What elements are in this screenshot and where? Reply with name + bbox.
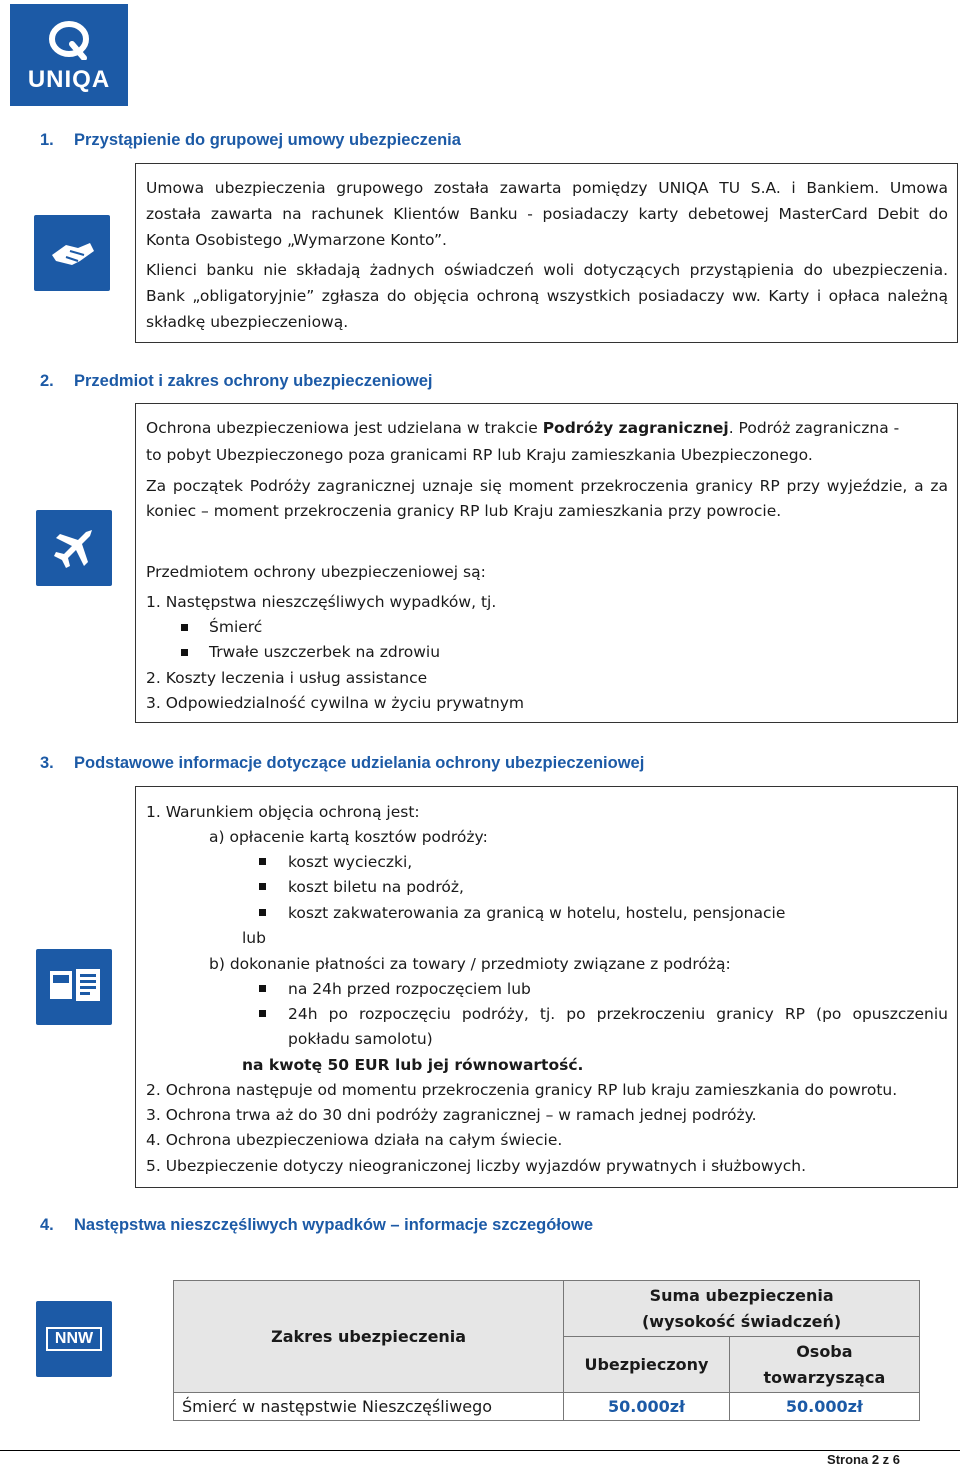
page-number: Strona 2 z 6 [827, 1452, 900, 1467]
header-companion [729, 1337, 919, 1393]
section-number: 3. [40, 754, 54, 772]
text-line: Klienci banku nie składają żadnych oświadczeń woli dotyczących przystąpienia do ubezpieczenia. [146, 261, 948, 279]
uniqa-logo-mark-icon [48, 18, 90, 60]
row-insured-value: 50.000zł [564, 1393, 730, 1421]
bullet-icon [259, 883, 266, 890]
list-item: 1. Warunkiem objęcia ochroną jest: [146, 803, 420, 821]
section-3-heading [40, 754, 940, 776]
header-sum-line: (wysokość świadczeń) [641, 1311, 842, 1331]
list-item: 2. Koszty leczenia i usług assistance [146, 669, 428, 687]
footer-rule [0, 1450, 960, 1451]
nnw-icon [36, 1301, 112, 1377]
section-number: 2. [40, 372, 54, 390]
bullet-icon [259, 858, 266, 865]
list-item: na 24h przed rozpoczęciem lub [288, 980, 531, 998]
table-row [174, 1393, 920, 1421]
text-line: została zawarta na rachunek Klientów Banku - posiadaczy karty debetowej MasterCard Debit do [146, 205, 948, 223]
header-companion-line: Osoba [796, 1341, 853, 1361]
section-1-heading [40, 131, 920, 153]
text-line: Umowa ubezpieczenia grupowego została zawarta pomiędzy UNIQA TU S.A. i Bankiem. Umowa [146, 179, 948, 197]
bold-term: Podróży zagranicznej [542, 419, 729, 437]
text-line: składkę ubezpieczeniową. [146, 313, 349, 331]
text-line: koniec – moment przekroczenia granicy RP lub Kraju zamieszkania przy powrocie. [146, 502, 782, 520]
documents-icon [36, 949, 112, 1025]
logo-text: UNIQA [27, 66, 111, 93]
bullet-icon [259, 909, 266, 916]
uniqa-logo [10, 4, 128, 106]
airplane-icon [36, 510, 112, 586]
bullet-icon [181, 624, 188, 631]
bullet-icon [181, 649, 188, 656]
section-2-heading [40, 372, 920, 394]
text-line: Przedmiotem ochrony ubezpieczeniowej są: [146, 563, 486, 581]
row-label: Śmierć w następstwie Nieszczęśliwego [174, 1393, 564, 1421]
header-sum [564, 1281, 920, 1337]
list-item: 5. Ubezpieczenie dotyczy nieograniczonej liczby wyjazdów prywatnych i służbowych. [146, 1157, 807, 1175]
text-line: lub [242, 929, 266, 947]
list-item: 4. Ochrona ubezpieczeniowa działa na całym świecie. [146, 1131, 563, 1149]
list-item: 1. Następstwa nieszczęśliwych wypadków, tj. [146, 593, 497, 611]
list-item: Trwałe uszczerbek na zdrowiu [209, 643, 441, 661]
bullet-icon [259, 985, 266, 992]
text-line: to pobyt Ubezpieczonego poza granicami RP lub Kraju zamieszkania Ubezpieczonego. [146, 446, 813, 464]
header-insured: Ubezpieczony [564, 1337, 730, 1393]
list-item: koszt zakwaterowania za granicą w hotelu, hostelu, pensjonacie [288, 904, 786, 922]
section-title: Przedmiot i zakres ochrony ubezpieczeniowej [74, 372, 433, 390]
list-item: 3. Ochrona trwa aż do 30 dni podróży zagranicznej – w ramach jednej podróży. [146, 1106, 757, 1124]
section-4-heading [40, 1216, 940, 1238]
text-line: Bank „obligatoryjnie” zgłasza do objęcia ochroną wszystkich posiadaczy ww. Karty i opłaca należną [146, 287, 948, 305]
row-companion-value: 50.000zł [729, 1393, 919, 1421]
text-line: Za początek Podróży zagranicznej uznaje się moment przekroczenia granicy RP przy wyjeździe, a za [146, 477, 948, 495]
section-title: Podstawowe informacje dotyczące udzielania ochrony ubezpieczeniowej [74, 754, 645, 772]
section-title: Przystąpienie do grupowej umowy ubezpieczenia [74, 131, 461, 149]
header-sum-line: Suma ubezpieczenia [649, 1285, 834, 1305]
section-number: 4. [40, 1216, 54, 1234]
amount-note: na kwotę 50 EUR lub jej równowartość. [242, 1056, 584, 1074]
list-item: b) dokonanie płatności za towary / przedmioty związane z podróżą: [209, 955, 731, 973]
bullet-icon [259, 1010, 266, 1017]
header-scope: Zakres ubezpieczenia [174, 1281, 564, 1393]
text-span: Ochrona ubezpieczeniowa jest udzielana w trakcie [146, 419, 543, 437]
text-span: . Podróż zagraniczna - [728, 419, 900, 437]
list-item: 3. Odpowiedzialność cywilna w życiu prywatnym [146, 694, 524, 712]
insurance-sum-table [173, 1280, 920, 1421]
text-line: Konta Osobistego „Wymarzone Konto”. [146, 231, 447, 249]
list-item: Śmierć [209, 618, 263, 636]
list-item: a) opłacenie kartą kosztów podróży: [209, 828, 488, 846]
text-line: pokładu samolotu) [288, 1030, 433, 1048]
section-number: 1. [40, 131, 54, 149]
header-companion-line: towarzysząca [763, 1367, 886, 1387]
list-item: koszt biletu na podróż, [288, 878, 464, 896]
text-line [146, 418, 948, 438]
handshake-icon [34, 215, 110, 291]
section-title: Następstwa nieszczęśliwych wypadków – informacje szczegółowe [74, 1216, 594, 1234]
nnw-icon-label: NNW [46, 1327, 102, 1351]
list-item: 24h po rozpoczęciu podróży, tj. po przekroczeniu granicy RP (po opuszczeniu [288, 1005, 948, 1023]
list-item: koszt wycieczki, [288, 853, 413, 871]
list-item: 2. Ochrona następuje od momentu przekroczenia granicy RP lub kraju zamieszkania do powrotu. [146, 1081, 898, 1099]
